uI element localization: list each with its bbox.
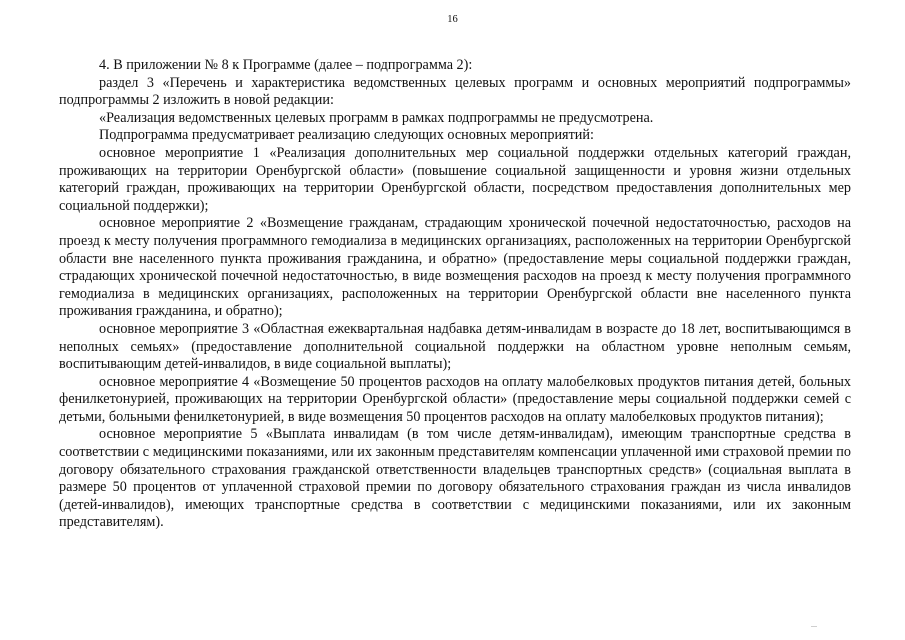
page-number: 16 — [447, 14, 458, 25]
paragraph-main-activity-1: основное мероприятие 1 «Реализация дополнительных мер социальной поддержки отдельных категорий граждан, проживающих на территории Оренбургской области» (повышение социальной защищенности и уровня жизни отдельных категорий граждан, проживающих на территории Оренбургской области, посредством предоставления дополнительных мер социальной поддержки); — [59, 144, 851, 214]
paragraph-main-activity-4: основное мероприятие 4 «Возмещение 50 процентов расходов на оплату малобелковых продуктов питания детей, больных фенилкетонурией, проживающих на территории Оренбургской области» (предоставление меры социальной поддержки семей с детьми, больными фенилкетонурией, в виде возмещения 50 процентов расходов на оплату малобелковых продуктов питания); — [59, 373, 851, 425]
paragraph-main-activity-3: основное мероприятие 3 «Областная ежеквартальная надбавка детям-инвалидам в возрасте до 18 лет, воспитывающимся в неполных семьях» (предоставление дополнительной социальной поддержки на областном уровне неполным семьям, воспитывающим детей-инвалидов, в виде социальной выплаты); — [59, 320, 851, 373]
scan-artifact — [811, 626, 817, 630]
paragraph-main-activity-5: основное мероприятие 5 «Выплата инвалидам (в том числе детям-инвалидам), имеющим транспортные средства в соответствии с медицинскими показаниями, или их законным представителям компенсации уплаченной ими страховой премии по договору обязательного страхования гражданской ответственности владельцев транспортных средств» (социальная выплата в размере 50 процентов от уплаченной страховой премии по договору обязательного страхования граждан из числа инвалидов (детей-инвалидов), имеющих транспортные средства в соответствии с медицинскими показаниями, или их законным представителям). — [59, 426, 851, 531]
paragraph-main-activity-2: основное мероприятие 2 «Возмещение гражданам, страдающим хронической почечной недостаточностью, расходов на проезд к месту получения программного гемодиализа в медицинских организациях, расположенных на территории Оренбургской области вне населенного пункта проживания гражданина, и обратно» (предоставление меры социальной поддержки граждан, страдающих хронической почечной недостаточностью, в виде возмещения расходов на проезд к месту получения программного гемодиализа в медицинских организациях, расположенных на территории Оренбургской области вне населенного пункта проживания гражданина, и обратно); — [59, 215, 851, 320]
paragraph-departmental-programs: «Реализация ведомственных целевых программ в рамках подпрограммы не предусмотрена. — [99, 109, 654, 126]
paragraph-section-3-instruction: раздел 3 «Перечень и характеристика ведомственных целевых программ и основных мероприятий подпрограммы» подпрограммы 2 изложить в новой редакции: — [59, 74, 851, 109]
paragraph-main-activities-intro: Подпрограмма предусматривает реализацию следующих основных мероприятий: — [99, 127, 594, 144]
paragraph-item-4-heading: 4. В приложении № 8 к Программе (далее – подпрограмма 2): — [99, 57, 473, 73]
document-body — [59, 57, 851, 532]
